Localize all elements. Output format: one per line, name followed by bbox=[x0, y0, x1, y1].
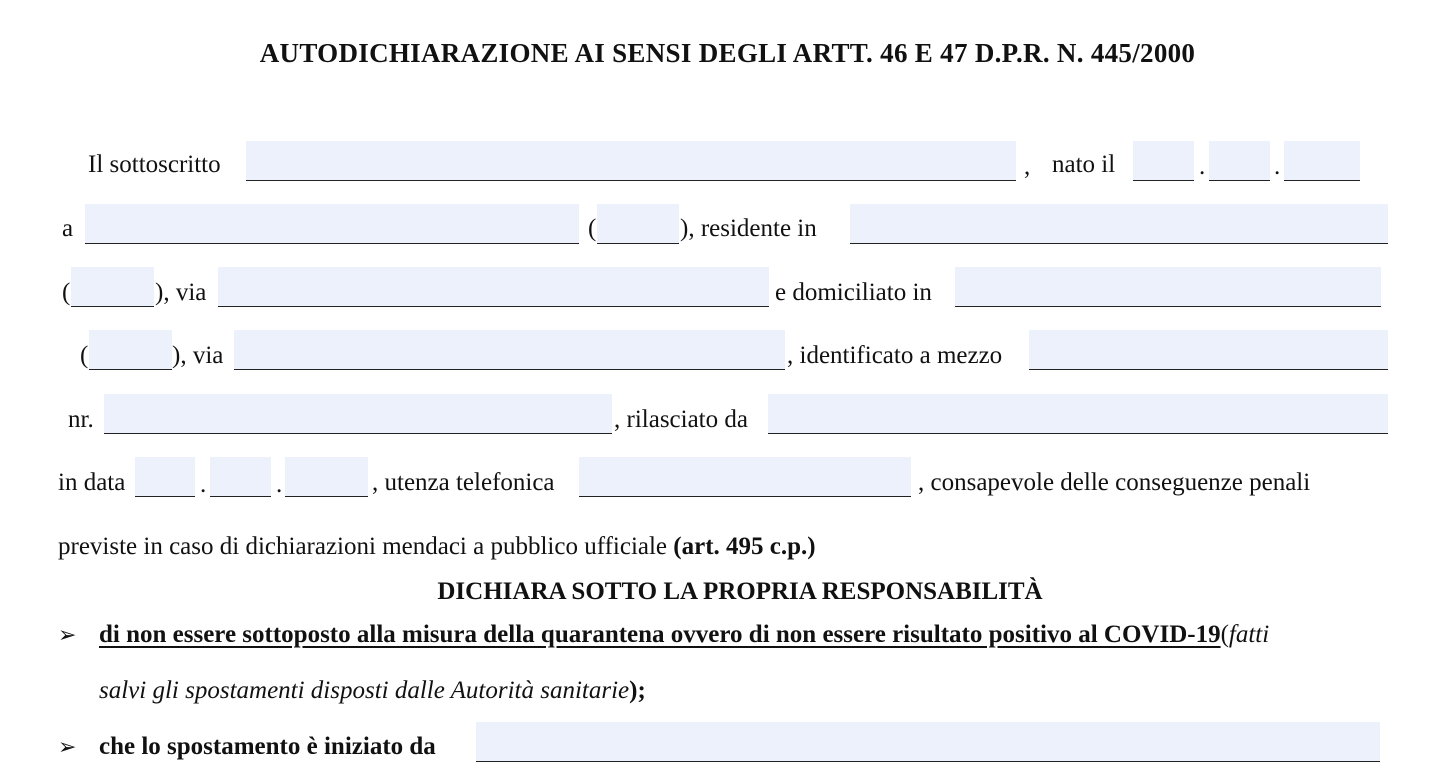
dichiara-heading: DICHIARA SOTTO LA PROPRIA RESPONSABILITÀ bbox=[437, 578, 1043, 605]
paren-open: ( bbox=[588, 215, 597, 242]
quarantine-statement: di non essere sottoposto alla misura della quarantena ovvero di non essere risultato positivo al COVID-19 bbox=[99, 621, 1221, 648]
birth-day-field[interactable] bbox=[1133, 141, 1194, 181]
date-dot: . bbox=[276, 471, 283, 498]
label-a: a bbox=[62, 215, 74, 242]
bullet-arrow-icon: ➢ bbox=[58, 734, 77, 759]
birth-month-field[interactable] bbox=[1209, 141, 1270, 181]
text-previste bbox=[58, 532, 816, 562]
issue-day-field[interactable] bbox=[135, 457, 195, 497]
bullet-arrow-icon: ➢ bbox=[58, 622, 77, 647]
label-consapevole: , consapevole delle conseguenze penali bbox=[918, 469, 1311, 496]
date-dot: . bbox=[1274, 153, 1281, 180]
label-sottoscritto: Il sottoscritto bbox=[88, 151, 221, 178]
previste-text: previste in caso di dichiarazioni mendaci a pubblico ufficiale bbox=[58, 533, 668, 560]
id-document-field[interactable] bbox=[1029, 330, 1388, 370]
origin-field[interactable] bbox=[476, 722, 1380, 762]
issue-year-field[interactable] bbox=[285, 457, 368, 497]
residence-street-field[interactable] bbox=[218, 267, 769, 307]
paren-open: ( bbox=[1220, 621, 1229, 648]
document-number-field[interactable] bbox=[104, 394, 612, 434]
label-in-data: in data bbox=[58, 469, 126, 496]
declaration-item-1-cont bbox=[99, 676, 646, 706]
phone-field[interactable] bbox=[579, 457, 911, 497]
label-via: ), via bbox=[155, 279, 207, 306]
label-nr: nr. bbox=[68, 406, 94, 433]
date-dot: . bbox=[200, 471, 207, 498]
residence-province-field[interactable] bbox=[71, 267, 154, 307]
name-field[interactable] bbox=[246, 141, 1016, 181]
paren-open: ( bbox=[62, 279, 71, 306]
item1-end: ); bbox=[629, 677, 646, 704]
issue-month-field[interactable] bbox=[210, 457, 271, 497]
comma-separator: , bbox=[1024, 153, 1031, 180]
domicile-province-field[interactable] bbox=[89, 330, 172, 370]
label-via: ), via bbox=[172, 342, 224, 369]
article-reference: (art. 495 c.p.) bbox=[673, 533, 816, 560]
label-domiciliato-in: e domiciliato in bbox=[775, 279, 932, 306]
italic-fatti: fatti bbox=[1228, 621, 1270, 648]
domicile-field[interactable] bbox=[955, 267, 1381, 307]
birth-province-field[interactable] bbox=[597, 204, 679, 244]
domicile-street-field[interactable] bbox=[234, 330, 785, 370]
label-identificato: , identificato a mezzo bbox=[787, 342, 1003, 369]
residence-field[interactable] bbox=[850, 204, 1388, 244]
date-dot: . bbox=[1199, 153, 1206, 180]
label-nato-il: nato il bbox=[1052, 151, 1116, 178]
birth-year-field[interactable] bbox=[1284, 141, 1360, 181]
issued-by-field[interactable] bbox=[768, 394, 1388, 434]
declaration-item-1 bbox=[99, 620, 1269, 650]
italic-salvi: salvi gli spostamenti disposti dalle Autorità sanitarie bbox=[99, 677, 630, 704]
label-utenza: , utenza telefonica bbox=[372, 469, 555, 496]
document-title: AUTODICHIARAZIONE AI SENSI DEGLI ARTT. 46 E 47 D.P.R. N. 445/2000 bbox=[259, 38, 1196, 68]
label-spostamento: che lo spostamento è iniziato da bbox=[99, 733, 436, 760]
label-rilasciato-da: , rilasciato da bbox=[614, 406, 748, 433]
birthplace-field[interactable] bbox=[85, 204, 579, 244]
paren-open: ( bbox=[80, 342, 89, 369]
label-residente-in: ), residente in bbox=[680, 215, 817, 242]
